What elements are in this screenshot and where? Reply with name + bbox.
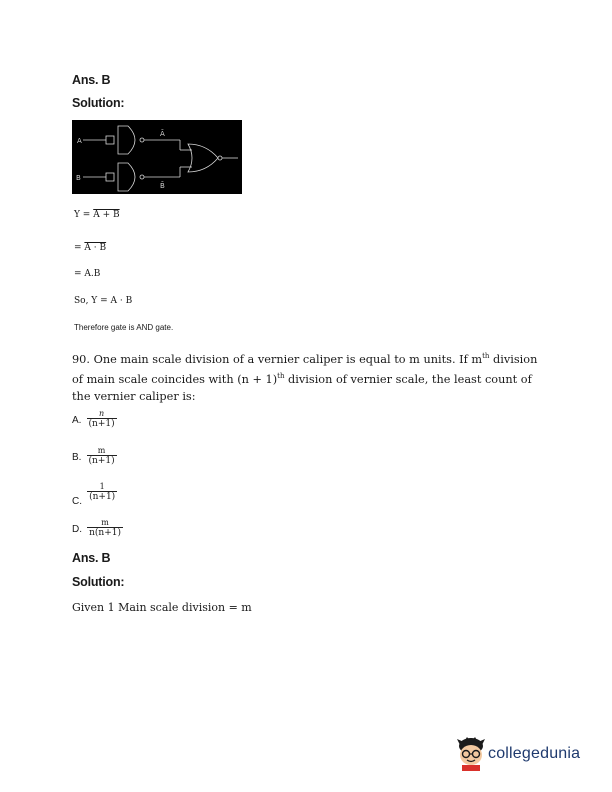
option-b-fraction: $\frac{m}{(n+1)}$ [88, 445, 115, 466]
option-d-fraction: $\frac{m}{n(n+1)}$ [89, 517, 121, 538]
question-number: 90. [72, 352, 90, 366]
question-90 [72, 348, 542, 405]
option-a-label: A. [72, 415, 82, 426]
eq1-lhs: Y = [74, 210, 94, 220]
previous-answer: Ans. B [72, 73, 111, 87]
a-bar-label: Ā [160, 130, 165, 138]
eq2-body: A · B [84, 243, 107, 253]
question-text-1: One main scale division of a vernier caliper is equal to m units. If m [93, 352, 483, 366]
option-b-label: B. [72, 452, 82, 463]
solution-heading-2: Solution: [72, 575, 125, 589]
input-a-label: A [77, 137, 82, 145]
input-b-label: B [76, 174, 81, 182]
option-c[interactable] [72, 481, 117, 507]
mascot-icon [454, 735, 488, 771]
equation-1 [74, 210, 120, 220]
equation-4: So, Y = A · B [74, 296, 133, 306]
equation-2 [74, 243, 106, 253]
question-sup-1: th [482, 352, 490, 360]
eq2-prefix: = [74, 243, 85, 253]
question-text-3: division of vernier scale, the least count of the vernier caliper is: [72, 372, 532, 403]
answer-90: Ans. B [72, 551, 111, 565]
question-text-2: division of main scale coincides with (n + 1) [72, 352, 538, 386]
option-a[interactable] [72, 408, 117, 429]
equation-3: = A.B [74, 269, 101, 279]
conclusion-text: Therefore gate is AND gate. [74, 323, 174, 332]
option-a-fraction: $\frac{n}{(n+1)}$ [88, 408, 115, 429]
question-sup-2: th [277, 371, 285, 380]
eq1-rhs: A + B [93, 210, 120, 220]
option-c-fraction: $\frac{1}{(n+1)}$ [89, 481, 116, 502]
solution-heading: Solution: [72, 96, 125, 110]
logic-gates-svg [72, 120, 242, 194]
collegedunia-logo[interactable] [454, 735, 594, 775]
logic-circuit-diagram [72, 120, 242, 194]
option-c-label: C. [72, 496, 82, 507]
option-d[interactable] [72, 517, 123, 538]
b-bar-label: B̄ [160, 182, 165, 190]
given-statement: Given 1 Main scale division = m [72, 601, 252, 614]
brand-name: collegedunia [488, 745, 581, 762]
option-b[interactable] [72, 445, 117, 466]
option-d-label: D. [72, 524, 82, 535]
